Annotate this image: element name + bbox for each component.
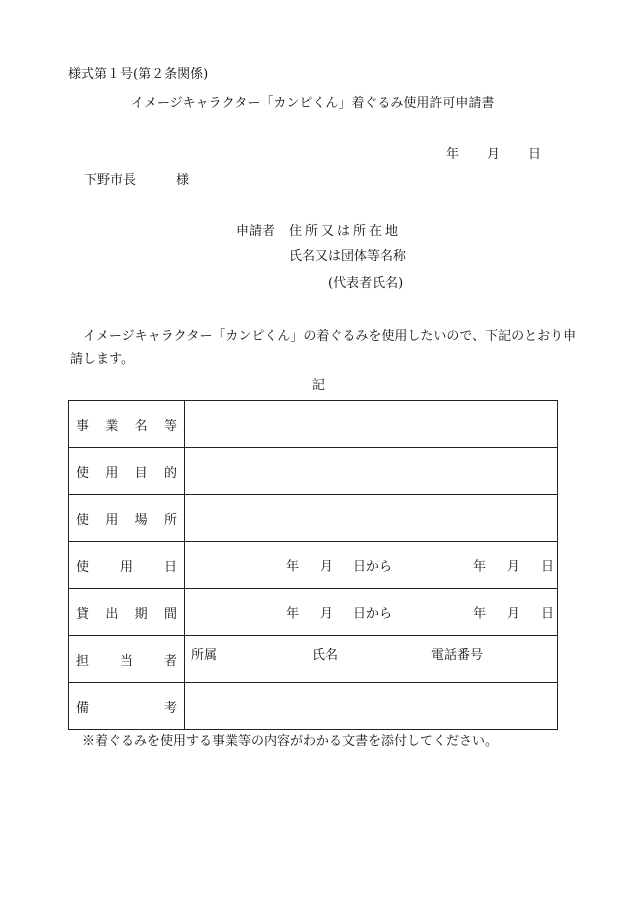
from-month-label: 月 [320,559,334,575]
addressee-honorific: 様 [176,173,190,188]
table-row [69,542,558,589]
row-label-period [69,589,185,636]
place-field[interactable] [185,495,558,542]
label-char: 貸 [76,606,90,622]
ki-heading: 記 [312,378,326,393]
row-label-date [69,542,185,589]
from-day-label: 日から [353,559,393,575]
label-char: 用 [105,465,119,481]
row-label-place [69,495,185,542]
label-char: 備 [76,700,90,716]
row-label-contact [69,636,185,683]
label-char: 所 [163,512,177,528]
table-row [69,589,558,636]
table-row [69,401,558,448]
rental-period-field[interactable] [185,589,558,636]
label-char: 用 [105,512,119,528]
label-char: 場 [134,512,148,528]
label-char: 間 [163,606,177,622]
body-text [70,325,580,371]
label-char: 事 [76,418,90,434]
attachment-note: ※着ぐるみを使用する事業等の内容がわかる文書を添付してください。 [82,734,499,749]
label-char: 担 [76,653,90,669]
label-char: 使 [76,559,90,575]
from-day-label: 日から [353,606,393,622]
label-char: 日 [163,559,177,575]
to-month-label: 月 [507,559,521,575]
date-month: 月 [487,147,501,162]
remarks-field[interactable] [185,683,558,730]
from-year-label: 年 [286,606,300,622]
from-year-label: 年 [286,559,300,575]
row-label-remarks [69,683,185,730]
label-char: 当 [119,653,133,669]
table-row [69,495,558,542]
document-title: イメージキャラクター「カンピくん」着ぐるみ使用許可申請書 [131,96,495,111]
row-label-event [69,401,185,448]
label-char: 的 [163,465,177,481]
label-char: 業 [105,418,119,434]
label-char: 等 [163,418,177,434]
form-number: 様式第１号(第２条関係) [68,67,209,82]
label-char: 使 [76,465,90,481]
purpose-field[interactable] [185,448,558,495]
contact-person-field[interactable] [185,636,558,683]
table-row [69,683,558,730]
use-date-field[interactable] [185,542,558,589]
table-row [69,448,558,495]
date-year: 年 [446,147,460,162]
label-char: 名 [134,418,148,434]
label-char: 考 [163,700,177,716]
label-char: 期 [134,606,148,622]
date-day: 日 [528,147,542,162]
to-year-label: 年 [473,559,487,575]
to-day-label: 日 [541,606,555,622]
to-month-label: 月 [507,606,521,622]
row-label-purpose [69,448,185,495]
event-name-field[interactable] [185,401,558,448]
to-day-label: 日 [541,559,555,575]
label-char: 出 [105,606,119,622]
table-row [69,636,558,683]
applicant-label: 申請者 [236,224,276,239]
affiliation-label: 所属 [191,648,218,663]
label-char: 者 [163,653,177,669]
application-table [68,400,558,730]
from-month-label: 月 [320,606,334,622]
addressee-name: 下野市長 [84,173,137,188]
to-year-label: 年 [473,606,487,622]
contact-name-label: 氏名 [312,648,339,663]
applicant-rep-label: (代表者氏名) [328,276,404,291]
phone-label: 電話番号 [431,648,484,663]
label-char: 使 [76,512,90,528]
label-char: 用 [119,559,133,575]
applicant-name-label: 氏名又は団体等名称 [289,249,407,264]
label-char: 目 [134,465,148,481]
applicant-address-label: 住所又は所在地 [289,224,402,239]
body-text-content: イメージキャラクター「カンピくん」の着ぐるみを使用したいので、下記のとおり申請します。 [70,329,577,367]
